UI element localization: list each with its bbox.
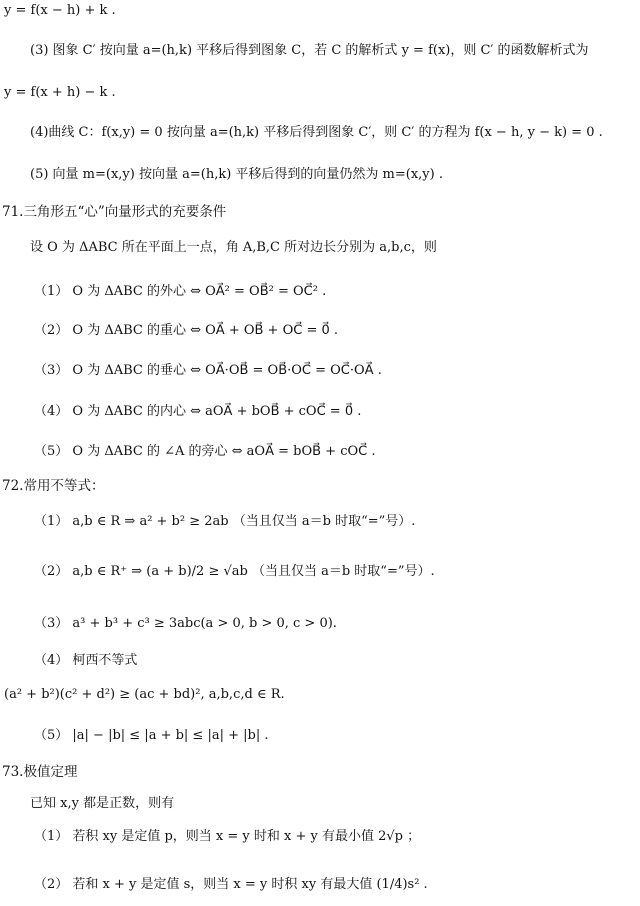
section-71-intro: 设 O 为 ΔABC 所在平面上一点，角 A,B,C 所对边长分别为 a,b,c，则 <box>30 240 437 255</box>
inequality-5: （5） |a| − |b| ≤ |a + b| ≤ |a| + |b| . <box>34 728 269 743</box>
item-3-statement: (3) 图象 C′ 按向量 a=(h,k) 平移后得到图象 C，若 C 的解析式 y = f(x)，则 C′ 的函数解析式为 <box>30 43 589 58</box>
item-5-statement: (5) 向量 m=(x,y) 按向量 a=(h,k) 平移后得到的向量仍然为 m=(x,y) . <box>30 167 443 182</box>
extremum-1: （1） 若积 xy 是定值 p，则当 x = y 时和 x + y 有最小值 2√p ； <box>34 829 421 844</box>
condition-excenter: （5） O 为 ΔABC 的 ∠A 的旁心 ⇔ aOA⃗ = bOB⃗ + cOC⃗ . <box>34 444 376 459</box>
condition-circumcenter: （1） O 为 ΔABC 的外心 ⇔ OA⃗² = OB⃗² = OC⃗² . <box>34 284 327 299</box>
inequality-2: （2） a,b ∈ R⁺ ⇒ (a + b)/2 ≥ √ab （当且仅当 a＝b 时取“=”号）. <box>34 564 435 579</box>
formula-line: y = f(x − h) + k . <box>4 3 116 18</box>
condition-incenter: （4） O 为 ΔABC 的内心 ⇔ aOA⃗ + bOB⃗ + cOC⃗ = 0⃗ . <box>34 404 362 419</box>
section-72-heading: 72.常用不等式： <box>2 478 105 494</box>
item-4-statement: (4)曲线 C：f(x,y) = 0 按向量 a=(h,k) 平移后得到图象 C′，则 C′ 的方程为 f(x − h, y − k) = 0 . <box>30 125 603 140</box>
section-73-intro: 已知 x,y 都是正数，则有 <box>30 796 175 811</box>
section-71-heading: 71.三角形五“心”向量形式的充要条件 <box>2 204 227 220</box>
cauchy-inequality: (a² + b²)(c² + d²) ≥ (ac + bd)², a,b,c,d ∈ R. <box>4 687 285 702</box>
extremum-2: （2） 若和 x + y 是定值 s，则当 x = y 时积 xy 有最大值 (1/4)s² . <box>34 877 428 892</box>
inequality-3: （3） a³ + b³ + c³ ≥ 3abc(a > 0, b > 0, c > 0). <box>34 616 337 631</box>
inequality-4-title: （4） 柯西不等式 <box>34 653 138 668</box>
condition-centroid: （2） O 为 ΔABC 的重心 ⇔ OA⃗ + OB⃗ + OC⃗ = 0⃗ . <box>34 323 339 338</box>
condition-orthocenter: （3） O 为 ΔABC 的垂心 ⇔ OA⃗·OB⃗ = OB⃗·OC⃗ = OC⃗·OA⃗ . <box>34 363 382 378</box>
formula-line: y = f(x + h) − k . <box>4 85 116 100</box>
section-73-heading: 73.极值定理 <box>2 764 78 780</box>
inequality-1: （1） a,b ∈ R ⇒ a² + b² ≥ 2ab （当且仅当 a＝b 时取“=”号）. <box>34 514 416 529</box>
